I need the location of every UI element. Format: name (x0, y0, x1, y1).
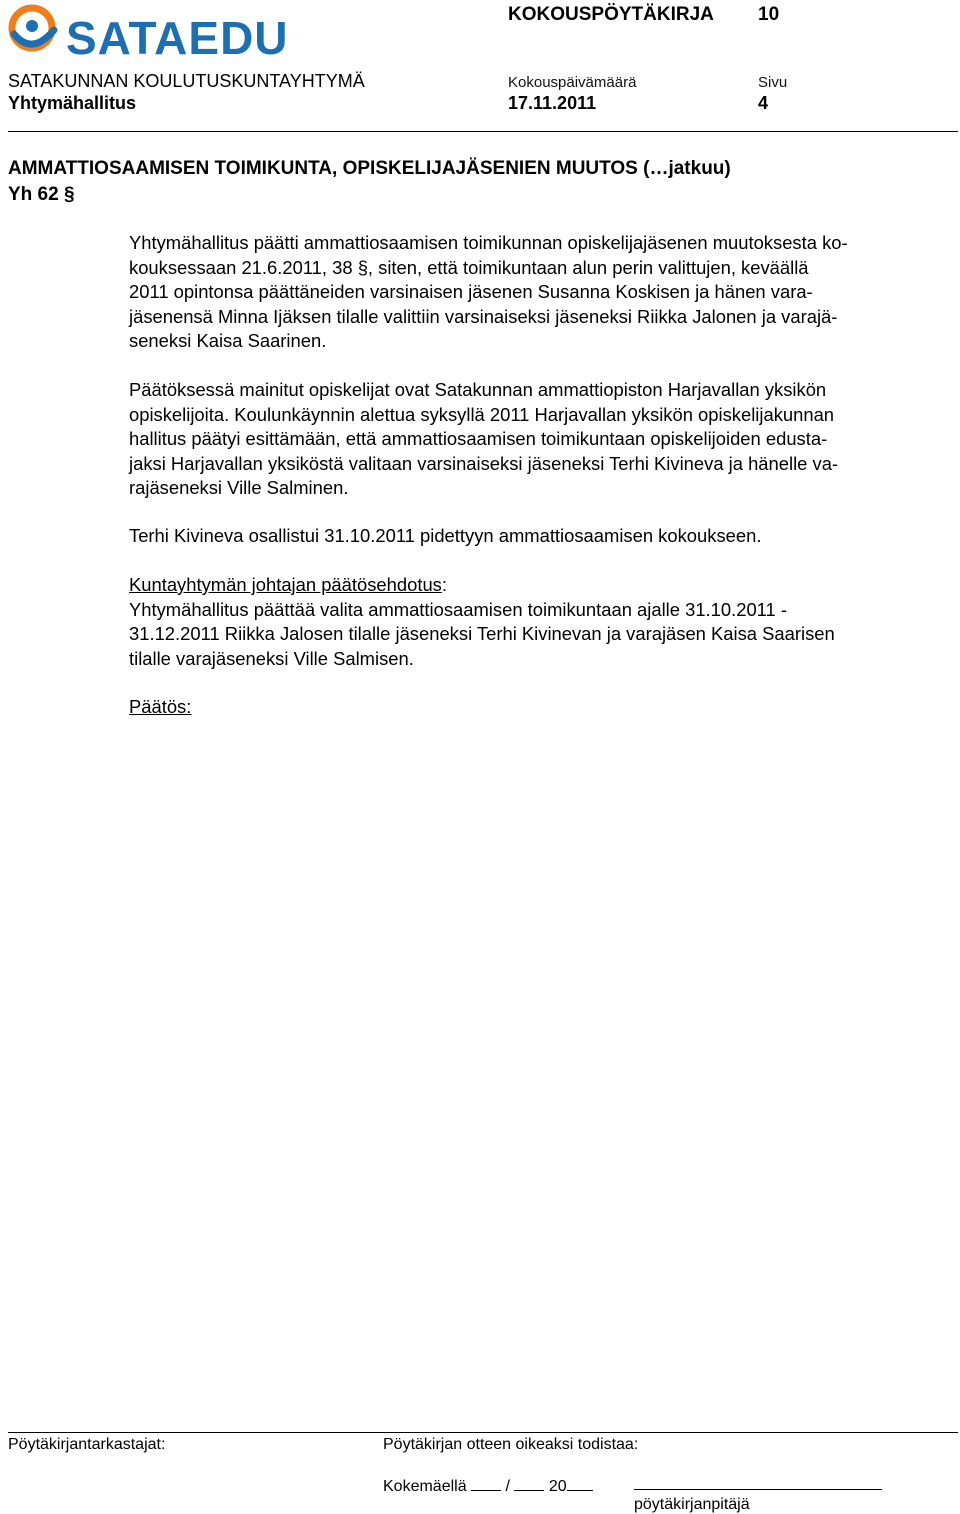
logo-swirl-icon (12, 8, 54, 48)
paragraph-line: seneksi Kaisa Saarinen. (129, 330, 327, 351)
year-prefix: 20 (548, 1478, 567, 1495)
proposal-block (129, 573, 951, 671)
paragraph-line: opiskelijoita. Koulunkäynnin alettua syksyllä 2011 Harjavallan yksikön opiskelijakunnan (129, 403, 835, 425)
document-type: KOKOUSPÖYTÄKIRJA (508, 4, 714, 25)
certified-label: Pöytäkirjan otteen oikeaksi todistaa: (383, 1436, 639, 1453)
paragraph-line: kouksessaan 21.6.2011, 38 §, siten, että toimikuntaan alun perin valittujen, keväällä (129, 256, 809, 278)
proposal-heading: Kuntayhtymän johtajan päätösehdotus: (129, 574, 447, 595)
paragraph-line: rajäseneksi Ville Salminen. (129, 477, 349, 498)
paragraph-line: Päätöksessä mainitut opiskelijat ovat Satakunnan ammattiopiston Harjavallan yksikön (129, 379, 827, 400)
svg-text:SATAEDU: SATAEDU (66, 12, 289, 64)
proposal-label: Kuntayhtymän johtajan päätösehdotus (129, 574, 442, 595)
month-blank (514, 1476, 544, 1491)
date-separator: / (505, 1478, 510, 1495)
paragraph-2 (129, 378, 951, 501)
header-divider (8, 131, 958, 132)
paragraph-3 (129, 524, 951, 549)
reviewers-label: Pöytäkirjantarkastajat: (8, 1436, 166, 1453)
paragraph-line: jaksi Harjavallan yksiköstä valitaan varsinaiseksi jäseneksi Terhi Kivineva ja hänelle va- (129, 452, 839, 474)
page-label: Sivu (758, 74, 788, 91)
paragraph-line: jäsenensä Minna Ijäksen tilalle valittiin varsinaiseksi jäseneksi Riikka Jalonen ja varajä- (129, 305, 838, 327)
sataedu-logo (8, 4, 289, 64)
proposal-line: tilalle varajäseneksi Ville Salmisen. (129, 647, 414, 669)
keeper-label: pöytäkirjanpitäjä (634, 1496, 750, 1513)
section-title: AMMATTIOSAAMISEN TOIMIKUNTA, OPISKELIJAJÄSENIEN MUUTOS (…jatkuu) (8, 158, 731, 179)
decision-label: Päätös: (129, 696, 192, 717)
page-number: 4 (758, 93, 769, 113)
proposal-line: Yhtymähallitus päättää valita ammattiosaamisen toimikuntaan ajalle 31.10.2011 - (129, 598, 788, 620)
paragraph-line: Terhi Kivineva osallistui 31.10.2011 pidettyyn ammattiosaamisen kokoukseen. (129, 525, 762, 546)
board-name: Yhtymähallitus (8, 93, 137, 113)
place-name: Kokemäellä (383, 1478, 467, 1495)
footer-divider (8, 1432, 958, 1433)
document-number: 10 (758, 4, 780, 25)
signature-line (634, 1489, 882, 1490)
paragraph-line: 2011 opintonsa päättäneiden varsinaisen jäsenen Susanna Koskisen ja hänen vara- (129, 281, 813, 302)
paragraph-line: Yhtymähallitus päätti ammattiosaamisen toimikunnan opiskelijajäsenen muutoksesta ko- (129, 232, 848, 253)
section-item-number: Yh 62 § (8, 184, 75, 205)
paragraph-line: hallitus päätyi esittämään, että ammattiosaamisen toimikuntaan opiskelijoiden edusta- (129, 428, 828, 449)
organization-name: SATAKUNNAN KOULUTUSKUNTAYHTYMÄ (8, 71, 365, 91)
day-blank (471, 1476, 501, 1491)
proposal-line: 31.12.2011 Riikka Jalosen tilalle jäseneksi Terhi Kivinevan ja varajäsen Kaisa Saarisen (129, 623, 835, 644)
meeting-date-label: Kokouspäivämäärä (508, 74, 637, 91)
year-blank (567, 1476, 593, 1491)
meeting-date: 17.11.2011 (508, 93, 597, 113)
paragraph-1 (129, 231, 951, 354)
place-date-line (383, 1476, 593, 1496)
decision-block (129, 695, 951, 720)
